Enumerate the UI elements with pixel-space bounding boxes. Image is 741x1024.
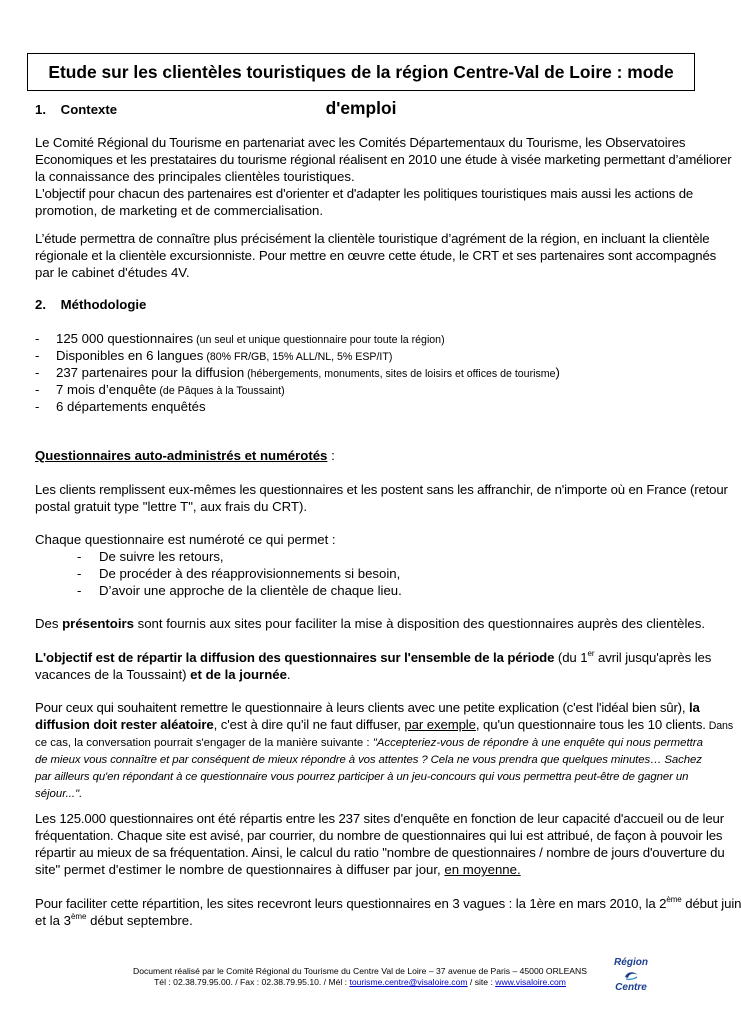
contexte-paragraph-1 [35,134,732,219]
subheading: Questionnaires auto-administrés et numérotés [35,448,328,463]
item-text: De procéder à des réapprovisionnements si besoin, [99,566,401,581]
text-line [35,735,703,752]
list-dash: - [35,331,40,346]
list-item [35,548,690,565]
list-dash: - [35,365,40,380]
text-run-bold: la [688,700,700,715]
text-line: Le Comité Régional du Tourisme en partenariat avec les Comités Départementaux du Tourisme, les Observatoires [35,135,686,150]
item-main: 6 départements enquêtés [56,399,206,414]
list-dash: - [77,583,82,598]
section-title: Méthodologie [60,297,147,312]
list-item [35,364,690,381]
list-dash: - [35,399,40,414]
text-run: Des [35,616,63,631]
text-line: promotion, de marketing et de commercialisation. [35,203,324,218]
quote-run: "Accepteriez-vous de répondre à une enquête qui nous permettra [372,737,703,749]
region-centre-logo [606,957,656,1003]
text-run: . [286,667,291,682]
text-run-small: Dans [705,720,734,732]
list-item [35,381,690,398]
quote-line: par ailleurs qu'en répondant à ce questionnaire vous pourrez participer à un jeu-concours qui vous permettra peut-être de gagner un [35,771,689,783]
section-title: Contexte [60,102,118,117]
text-line: régionale et la clientèle excursionniste. Pour mettre en œuvre cette étude, le CRT et ses partenaires sont accompagnés [35,248,717,263]
text-line [35,716,734,735]
text-line: la connaissance des principales clientèles touristiques. [35,169,355,184]
text-line: Les clients remplissent eux-mêmes les questionnaires et les postent sans les affranchir, de n'importe où en France (retour [35,482,728,497]
text-run: vacances de la Toussaint) [35,667,187,682]
text-line: postal gratuit type "lettre T", aux frais du CRT). [35,499,308,514]
text-run: site" permet d'estimer le nombre de questionnaires à diffuser par jour, [35,862,445,877]
text-line: L’étude permettra de connaître plus précisément la clientèle touristique d’agrément de la région, en incluant la clientèle [35,231,710,246]
text-run: sont fournis aux sites pour faciliter la mise à disposition des questionnaires auprès des clientèles. [133,616,705,631]
item-note: (hébergements, monuments, sites de loisirs et offices de tourisme [244,368,556,380]
text-line [35,649,712,666]
text-run-bold: L'objectif est de répartir la diffusion des questionnaires sur l'ensemble de la période [35,650,555,665]
item-main: 237 partenaires pour la diffusion [56,365,245,380]
text-run: et la 3 [35,913,71,928]
list-item [35,582,690,599]
item-tail: ) [555,365,560,380]
item-main: Disponibles en 6 langues [56,348,204,363]
item-note: (de Pâques à la Toussaint) [156,385,285,397]
text-run: ce cas, la conversation pourrait s'engager de la manière suivante : [35,737,373,749]
superscript: er [587,649,595,658]
aleatoire-paragraph [35,699,734,803]
text-line: fréquentation. Chaque site est avisé, par courrier, du nombre de questionnaires qui lui est attribué, de façon à pouvoir les [35,828,723,843]
text-run: début septembre. [86,913,193,928]
numerotation-paragraph [35,531,690,599]
item-text: De suivre les retours, [99,549,224,564]
text-run-bold: et de la journée [186,667,287,682]
email-link[interactable]: tourisme.centre@visaloire.com [349,977,468,987]
logo-swirl-icon [623,969,639,981]
repartition-paragraph [35,810,725,878]
objectif-paragraph [35,649,712,683]
text-line: Les 125.000 questionnaires ont été répartis entre les 237 sites d'enquête en fonction de leur capacité d'accueil ou de leur [35,811,724,826]
list-dash: - [35,348,40,363]
text-line [35,666,690,683]
section-methodologie-heading [35,296,690,313]
list-dash: - [77,549,82,564]
text-run: début juin [681,896,741,911]
logo-word: Région [614,957,648,968]
text-line: Economiques et les prestataires du tourisme régional réalisent en 2010 une étude à visée marketing permettant d’améliorer [35,152,732,167]
text-line [35,912,690,929]
item-main: 125 000 questionnaires [56,331,194,346]
list-item [35,347,690,364]
list-item [35,565,690,582]
text-line: par le cabinet d'études 4V. [35,265,190,280]
text-line [35,895,741,912]
text-run-underline: par exemple [404,717,476,732]
quote-line: de mieux vous connaître et par conséquent de mieux répondre à vos attentes ? Cela ne vous prendra que quelques minutes… Sachez [35,754,702,766]
section-number: 1. [35,102,46,117]
text-run-underline: en moyenne. [444,862,521,877]
website-link[interactable]: www.visaloire.com [495,977,566,987]
text-run: Pour ceux qui souhaitent remettre le questionnaire à leurs clients avec une petite explication (c'est l'idéal bien sûr), [35,700,689,715]
list-item [35,330,690,347]
list-dash: - [35,382,40,397]
text-line: L'objectif pour chacun des partenaires est d'orienter et d'adapter les politiques touristiques mais aussi les actions de [35,186,694,201]
questionnaires-heading [35,447,690,464]
text-run: (du 1 [554,650,588,665]
item-text: D’avoir une approche de la clientèle de chaque lieu. [99,583,402,598]
page-footer [120,966,600,988]
superscript: ème [70,912,87,921]
superscript: ème [666,895,682,904]
text-run: , qu'un questionnaire tous les 10 clients. [475,717,706,732]
text-line [35,699,700,716]
subheading-tail: : [327,448,335,463]
footer-contact [120,977,600,988]
text-run-bold: diffusion doit rester aléatoire [35,717,214,732]
presentoirs-paragraph [35,615,705,632]
questionnaires-paragraph [35,481,728,515]
text-run: Pour faciliter cette répartition, les sites recevront leurs questionnaires en 3 vagues : la 1ère en mars 2010, la 2 [35,896,667,911]
item-note: (un seul et unique questionnaire pour toute la région) [193,334,445,346]
footer-text: / site : [467,977,496,987]
text-line: répartir au mieux de sa fréquentation. Ainsi, le calcul du ratio "nombre de questionnaires / nombre de jours d'ouverture du [35,845,725,860]
list-item [35,398,690,415]
logo-word: Centre [615,982,647,993]
item-note: (80% FR/GB, 15% ALL/NL, 5% ESP/IT) [203,351,393,363]
text-run: avril jusqu'après les [594,650,712,665]
section-contexte-heading [35,101,690,118]
vagues-paragraph [35,895,741,929]
item-main: 7 mois d’enquête [56,382,157,397]
text-run-bold: présentoirs [62,616,134,631]
footer-address: Document réalisé par le Comité Régional du Tourisme du Centre Val de Loire – 37 avenue de Paris – 45000 ORLEANS [133,966,587,976]
methodologie-list [35,330,690,415]
section-number: 2. [35,297,46,312]
list-dash: - [77,566,82,581]
footer-text: Tél : 02.38.79.95.00. / Fax : 02.38.79.95.10. / Mél : [154,977,350,987]
text-run: , c'est à dire qu'il ne faut diffuser, [213,717,405,732]
page-title: Etude sur les clientèles touristiques de la région Centre-Val de Loire : mode d'emploi [27,53,695,91]
quote-line: séjour...". [35,788,83,800]
text-line [35,861,690,878]
contexte-paragraph-2 [35,230,717,281]
text-line: Chaque questionnaire est numéroté ce qui permet : [35,532,336,547]
